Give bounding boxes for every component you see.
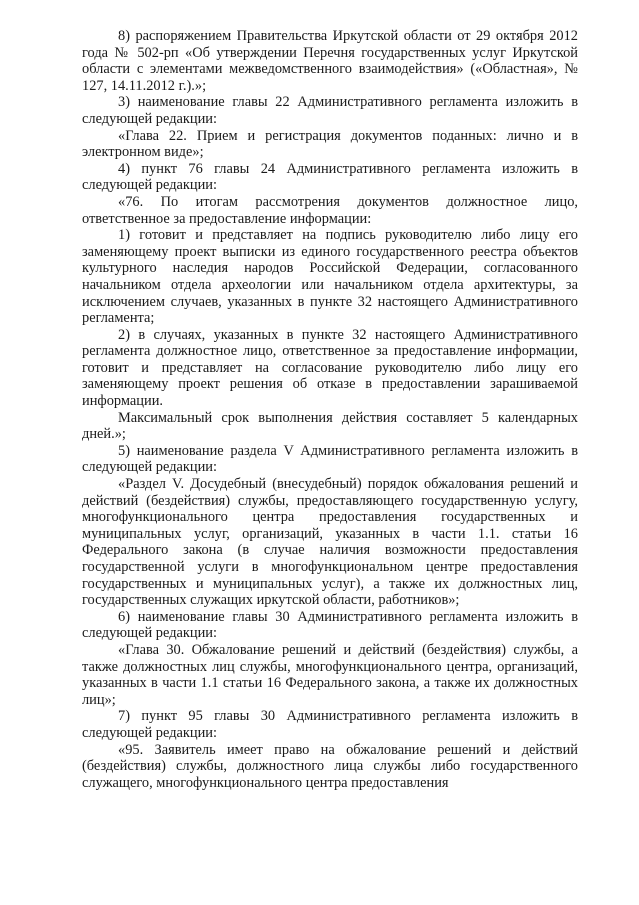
paragraph-chapter-22-title: «Глава 22. Прием и регистрация документов поданных: лично и в электронном виде»; bbox=[82, 127, 578, 161]
paragraph-item-5: 5) наименование раздела V Административного регламента изложить в следующей редакции: bbox=[82, 442, 578, 476]
paragraph-item-3: 3) наименование главы 22 Административного регламента изложить в следующей редакции: bbox=[82, 94, 578, 127]
paragraph-point-95: «95. Заявитель имеет право на обжалование решений и действий (бездействия) службы, должностного лица службы либо государственного служащего, многофункционального центра предоставления bbox=[82, 741, 578, 791]
paragraph-point-76: «76. По итогам рассмотрения документов должностное лицо, ответственное за предоставление информации: bbox=[82, 193, 578, 227]
paragraph-subpoint-1: 1) готовит и представляет на подпись руководителю либо лицу его заменяющему проект выписки из единого государственного реестра объектов культурного наследия народов Российской Федерации, согласованного начальником отдела археологии или начальником отдела архитектуры, за исключением случаев, указанных в пункте 32 настоящего Административного регламента; bbox=[82, 227, 578, 327]
paragraph-section-v-title: «Раздел V. Досудебный (внесудебный) порядок обжалования решений и действий (бездействия) службы, предоставляющего государственную услугу, многофункционального центра предоставления государственных и муниципальных услуг, организаций, указанных в части 1.1. статьи 16 Федерального закона (в случае наличия возможности предоставления государственной услуги в многофункциональном центре предоставления государственных и муниципальных услуг), а также их должностных лиц, государственных служащих иркутской области, работников»; bbox=[82, 476, 578, 609]
paragraph-item-6: 6) наименование главы 30 Административного регламента изложить в следующей редакции: bbox=[82, 608, 578, 642]
paragraph-max-term: Максимальный срок выполнения действия составляет 5 календарных дней.»; bbox=[82, 409, 578, 443]
document-body bbox=[82, 28, 578, 791]
paragraph-item-8-order: 8) распоряжением Правительства Иркутской области от 29 октября 2012 года № 502-рп «Об утверждении Перечня государственных услуг Иркутской области с элементами межведомственного взаимодействия» («Областная», № 127, 14.11.2012 г.).»; bbox=[82, 28, 578, 94]
paragraph-item-4: 4) пункт 76 главы 24 Административного регламента изложить в следующей редакции: bbox=[82, 160, 578, 194]
paragraph-chapter-30-title: «Глава 30. Обжалование решений и действий (бездействия) службы, а также должностных лиц службы, многофункционального центра, организаций, указанных в части 1.1 статьи 16 Федерального закона, а также их должностных лиц»; bbox=[82, 641, 578, 708]
paragraph-item-7: 7) пункт 95 главы 30 Административного регламента изложить в следующей редакции: bbox=[82, 708, 578, 741]
paragraph-subpoint-2: 2) в случаях, указанных в пункте 32 настоящего Административного регламента должностное лицо, ответственное за предоставление информации, готовит и представляет на согласование руководителю либо лицу его заменяющему проект решения об отказе в предоставлении зарашиваемой информации. bbox=[82, 326, 578, 410]
